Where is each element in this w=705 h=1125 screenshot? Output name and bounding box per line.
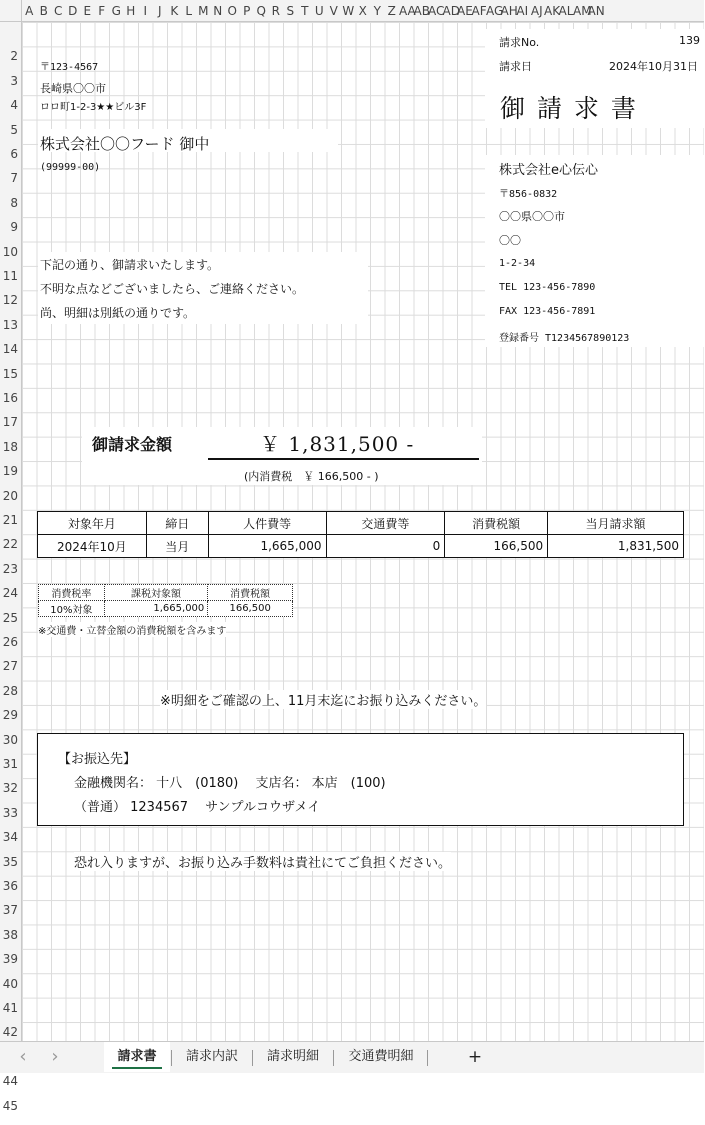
sheet-tab-bar — [0, 1041, 704, 1073]
bank-line-2: （普通） 1234567 サンプルコウザメイ — [74, 800, 321, 815]
row-header-38[interactable]: 38 — [2, 927, 18, 942]
column-header-F[interactable]: F — [98, 4, 106, 18]
column-header-I[interactable]: I — [143, 4, 148, 18]
bank-line-1: 金融機関名： 十八 (0180) 支店名： 本店 (100) — [74, 776, 386, 791]
row-header-14[interactable]: 14 — [2, 342, 18, 357]
column-header-T[interactable]: T — [301, 4, 309, 18]
summary-data-row — [38, 535, 684, 558]
column-header-Q[interactable]: Q — [256, 4, 266, 18]
column-header-X[interactable]: X — [358, 4, 367, 18]
invoice-date-value: 2024年10月31日 — [609, 60, 698, 73]
column-header-W[interactable]: W — [342, 4, 355, 18]
recipient-address2: ロロ町1-2-3★★ビル3F — [40, 102, 147, 113]
tax-note: (内消費税 ￥ 166,500 - ) — [244, 470, 379, 483]
payment-note: ※明細をご確認の上、11月末迄にお振り込みください。 — [160, 690, 486, 709]
column-header-J[interactable]: J — [157, 4, 162, 18]
column-header-E[interactable]: E — [83, 4, 92, 18]
row-header-15[interactable]: 15 — [2, 366, 18, 381]
row-header-3[interactable]: 3 — [10, 73, 18, 88]
row-header-40[interactable]: 40 — [2, 976, 18, 991]
row-header-17[interactable]: 17 — [2, 415, 18, 430]
invoice-date-label: 請求日 — [499, 60, 532, 73]
column-header-G[interactable]: G — [111, 4, 121, 18]
row-header-31[interactable]: 31 — [2, 757, 18, 771]
column-header-M[interactable]: M — [198, 4, 209, 18]
row-header-12[interactable]: 12 — [2, 293, 18, 308]
row-header-27[interactable]: 27 — [2, 659, 18, 674]
worksheet-grid[interactable] — [22, 22, 704, 1041]
row-header-19[interactable]: 19 — [2, 464, 18, 479]
row-header-9[interactable]: 9 — [10, 220, 18, 235]
sender-postal: 〒856-0832 — [499, 189, 558, 200]
sender-prefecture: 〇〇県〇〇市 — [499, 210, 565, 223]
column-header-AC[interactable]: AC — [428, 4, 445, 18]
column-header-K[interactable]: K — [170, 4, 179, 18]
recipient-company-name: 株式会社〇〇フード 御中 — [40, 135, 210, 153]
summary-cell[interactable]: 2024年10月 — [38, 535, 147, 558]
row-header-18[interactable]: 18 — [2, 439, 18, 454]
column-header-AK[interactable]: AK — [544, 4, 561, 18]
column-header-Y[interactable]: Y — [373, 4, 381, 18]
invoice-title: 御 請 求 書 — [500, 94, 638, 123]
sender-address: 1-2-34 — [499, 258, 536, 269]
row-header-partial[interactable] — [0, 13, 21, 37]
summary-header-cell: 締日 — [146, 512, 208, 535]
column-header-B[interactable]: B — [39, 4, 48, 18]
sender-tel: TEL 123-456-7890 — [499, 282, 596, 293]
column-header-P[interactable]: P — [243, 4, 251, 18]
row-header-6[interactable]: 6 — [10, 147, 18, 161]
row-header-35[interactable]: 35 — [2, 854, 18, 869]
tab-invoice-details[interactable]: 請求明細 — [266, 1049, 319, 1064]
row-header-37[interactable]: 37 — [2, 903, 18, 918]
invoice-no-value: 139 — [679, 34, 700, 47]
column-header-S[interactable]: S — [286, 4, 295, 18]
row-header-26[interactable]: 26 — [2, 635, 18, 649]
row-header-24[interactable]: 24 — [2, 586, 18, 601]
column-header-H[interactable]: H — [126, 4, 136, 18]
tax-header-cell: 消費税率 — [39, 585, 105, 601]
sender-registration-number: 登録番号 T1234567890123 — [499, 333, 630, 344]
row-header-44[interactable]: 44 — [2, 1074, 18, 1089]
summary-header-row — [38, 512, 684, 535]
row-header-45[interactable]: 45 — [2, 1098, 18, 1113]
tax-cell[interactable]: 10%対象 — [39, 601, 105, 617]
row-header-16[interactable]: 16 — [2, 391, 18, 405]
column-header-AM[interactable]: AM — [573, 4, 592, 18]
row-header-39[interactable]: 39 — [2, 952, 18, 967]
tab-invoice-breakdown[interactable]: 請求内訳 — [185, 1049, 238, 1064]
row-header-34[interactable]: 34 — [2, 830, 18, 845]
message-line-1: 下記の通り、御請求いたします。 — [40, 258, 220, 272]
row-header-25[interactable]: 25 — [2, 610, 18, 625]
column-header-N[interactable]: N — [213, 4, 223, 18]
summary-table — [37, 511, 684, 558]
row-header-bar — [0, 22, 22, 1113]
summary-header-cell: 対象年月 — [38, 512, 147, 535]
tab-transport-details[interactable]: 交通費明細 — [348, 1049, 414, 1064]
recipient-postal: 〒123-4567 — [40, 62, 99, 73]
column-header-AL[interactable]: AL — [558, 4, 574, 18]
column-header-Z[interactable]: Z — [387, 4, 396, 18]
column-header-AD[interactable]: AD — [442, 4, 460, 18]
summary-cell[interactable]: 0 — [326, 535, 445, 558]
tax-data-row — [39, 601, 293, 617]
invoice-no-label: 請求No. — [499, 36, 540, 49]
column-header-AF[interactable]: AF — [471, 4, 487, 18]
summary-cell[interactable]: 1,831,500 — [548, 535, 684, 558]
row-header-22[interactable]: 22 — [2, 537, 18, 552]
column-header-A[interactable]: A — [25, 4, 34, 18]
message-line-3: 尚、明細は別紙の通りです。 — [40, 306, 196, 320]
row-header-36[interactable]: 36 — [2, 879, 18, 893]
column-header-AH[interactable]: AH — [500, 4, 518, 18]
tax-footnote: ※交通費・立替金額の消費税額を含みます — [38, 622, 226, 637]
sender-fax: FAX 123-456-7891 — [499, 306, 596, 317]
amount-label: 御請求金額 — [92, 435, 173, 454]
column-header-O[interactable]: O — [227, 4, 237, 18]
amount-underline — [208, 458, 479, 460]
row-header-21[interactable]: 21 — [2, 513, 18, 527]
row-header-28[interactable]: 28 — [2, 683, 18, 698]
column-header-AE[interactable]: AE — [457, 4, 473, 18]
sender-area: 〇〇 — [499, 234, 521, 247]
tax-breakdown-table — [38, 584, 293, 617]
tax-cell[interactable]: 1,665,000 — [104, 601, 208, 617]
summary-header-cell: 消費税額 — [445, 512, 548, 535]
tab-invoice[interactable]: 請求書 — [104, 1042, 170, 1072]
column-header-R[interactable]: R — [271, 4, 280, 18]
row-header-41[interactable]: 41 — [2, 1001, 18, 1015]
summary-cell[interactable]: 1,665,000 — [208, 535, 326, 558]
sheet-nav-next-icon[interactable]: › — [51, 1046, 59, 1067]
add-sheet-icon[interactable]: + — [467, 1047, 483, 1067]
bank-title: 【お振込先】 — [58, 752, 137, 767]
row-header-4[interactable]: 4 — [10, 98, 18, 113]
sheet-nav-prev-icon[interactable]: ‹ — [19, 1046, 27, 1067]
recipient-code: (99999-00) — [40, 162, 101, 173]
row-header-7[interactable]: 7 — [10, 171, 18, 186]
row-header-11[interactable]: 11 — [2, 269, 18, 283]
row-header-42[interactable]: 42 — [2, 1025, 18, 1040]
amount-value: ￥ 1,831,500 - — [260, 432, 415, 456]
tax-header-cell: 消費税額 — [208, 585, 293, 601]
column-header-AI[interactable]: AI — [516, 4, 529, 18]
message-line-2: 不明な点などございましたら、ご連絡ください。 — [40, 282, 305, 296]
column-header-AJ[interactable]: AJ — [530, 4, 543, 18]
row-header-2[interactable]: 2 — [10, 49, 18, 64]
summary-header-cell: 人件費等 — [208, 512, 326, 535]
column-header-L[interactable]: L — [185, 4, 193, 18]
column-header-AN[interactable]: AN — [587, 4, 605, 18]
row-header-10[interactable]: 10 — [2, 244, 18, 259]
summary-header-cell: 交通費等 — [326, 512, 445, 535]
column-header-bar — [0, 0, 704, 22]
row-header-32[interactable]: 32 — [2, 781, 18, 796]
tax-cell[interactable]: 166,500 — [208, 601, 293, 617]
row-header-29[interactable]: 29 — [2, 708, 18, 723]
column-header-AG[interactable]: AG — [486, 4, 504, 18]
column-header-AB[interactable]: AB — [413, 4, 430, 18]
sender-company-name: 株式会社e心伝心 — [499, 163, 598, 178]
column-header-V[interactable]: V — [329, 4, 338, 18]
summary-cell[interactable]: 166,500 — [445, 535, 548, 558]
column-header-D[interactable]: D — [68, 4, 78, 18]
row-header-8[interactable]: 8 — [10, 195, 18, 210]
column-header-C[interactable]: C — [54, 4, 63, 18]
row-header-20[interactable]: 20 — [2, 488, 18, 503]
tax-header-row — [39, 585, 293, 601]
row-header-23[interactable]: 23 — [2, 561, 18, 576]
tax-header-cell: 課税対象額 — [104, 585, 208, 601]
summary-header-cell: 当月請求額 — [548, 512, 684, 535]
column-header-U[interactable]: U — [314, 4, 324, 18]
recipient-address1: 長崎県〇〇市 — [40, 82, 106, 95]
column-header-AA[interactable]: AA — [399, 4, 416, 18]
row-header-30[interactable]: 30 — [2, 732, 18, 747]
row-header-33[interactable]: 33 — [2, 805, 18, 820]
fee-note: 恐れ入りますが、お振り込み手数料は貴社にてご負担ください。 — [74, 852, 451, 871]
row-header-13[interactable]: 13 — [2, 317, 18, 332]
row-header-5[interactable]: 5 — [10, 122, 18, 137]
summary-cell[interactable]: 当月 — [146, 535, 208, 558]
